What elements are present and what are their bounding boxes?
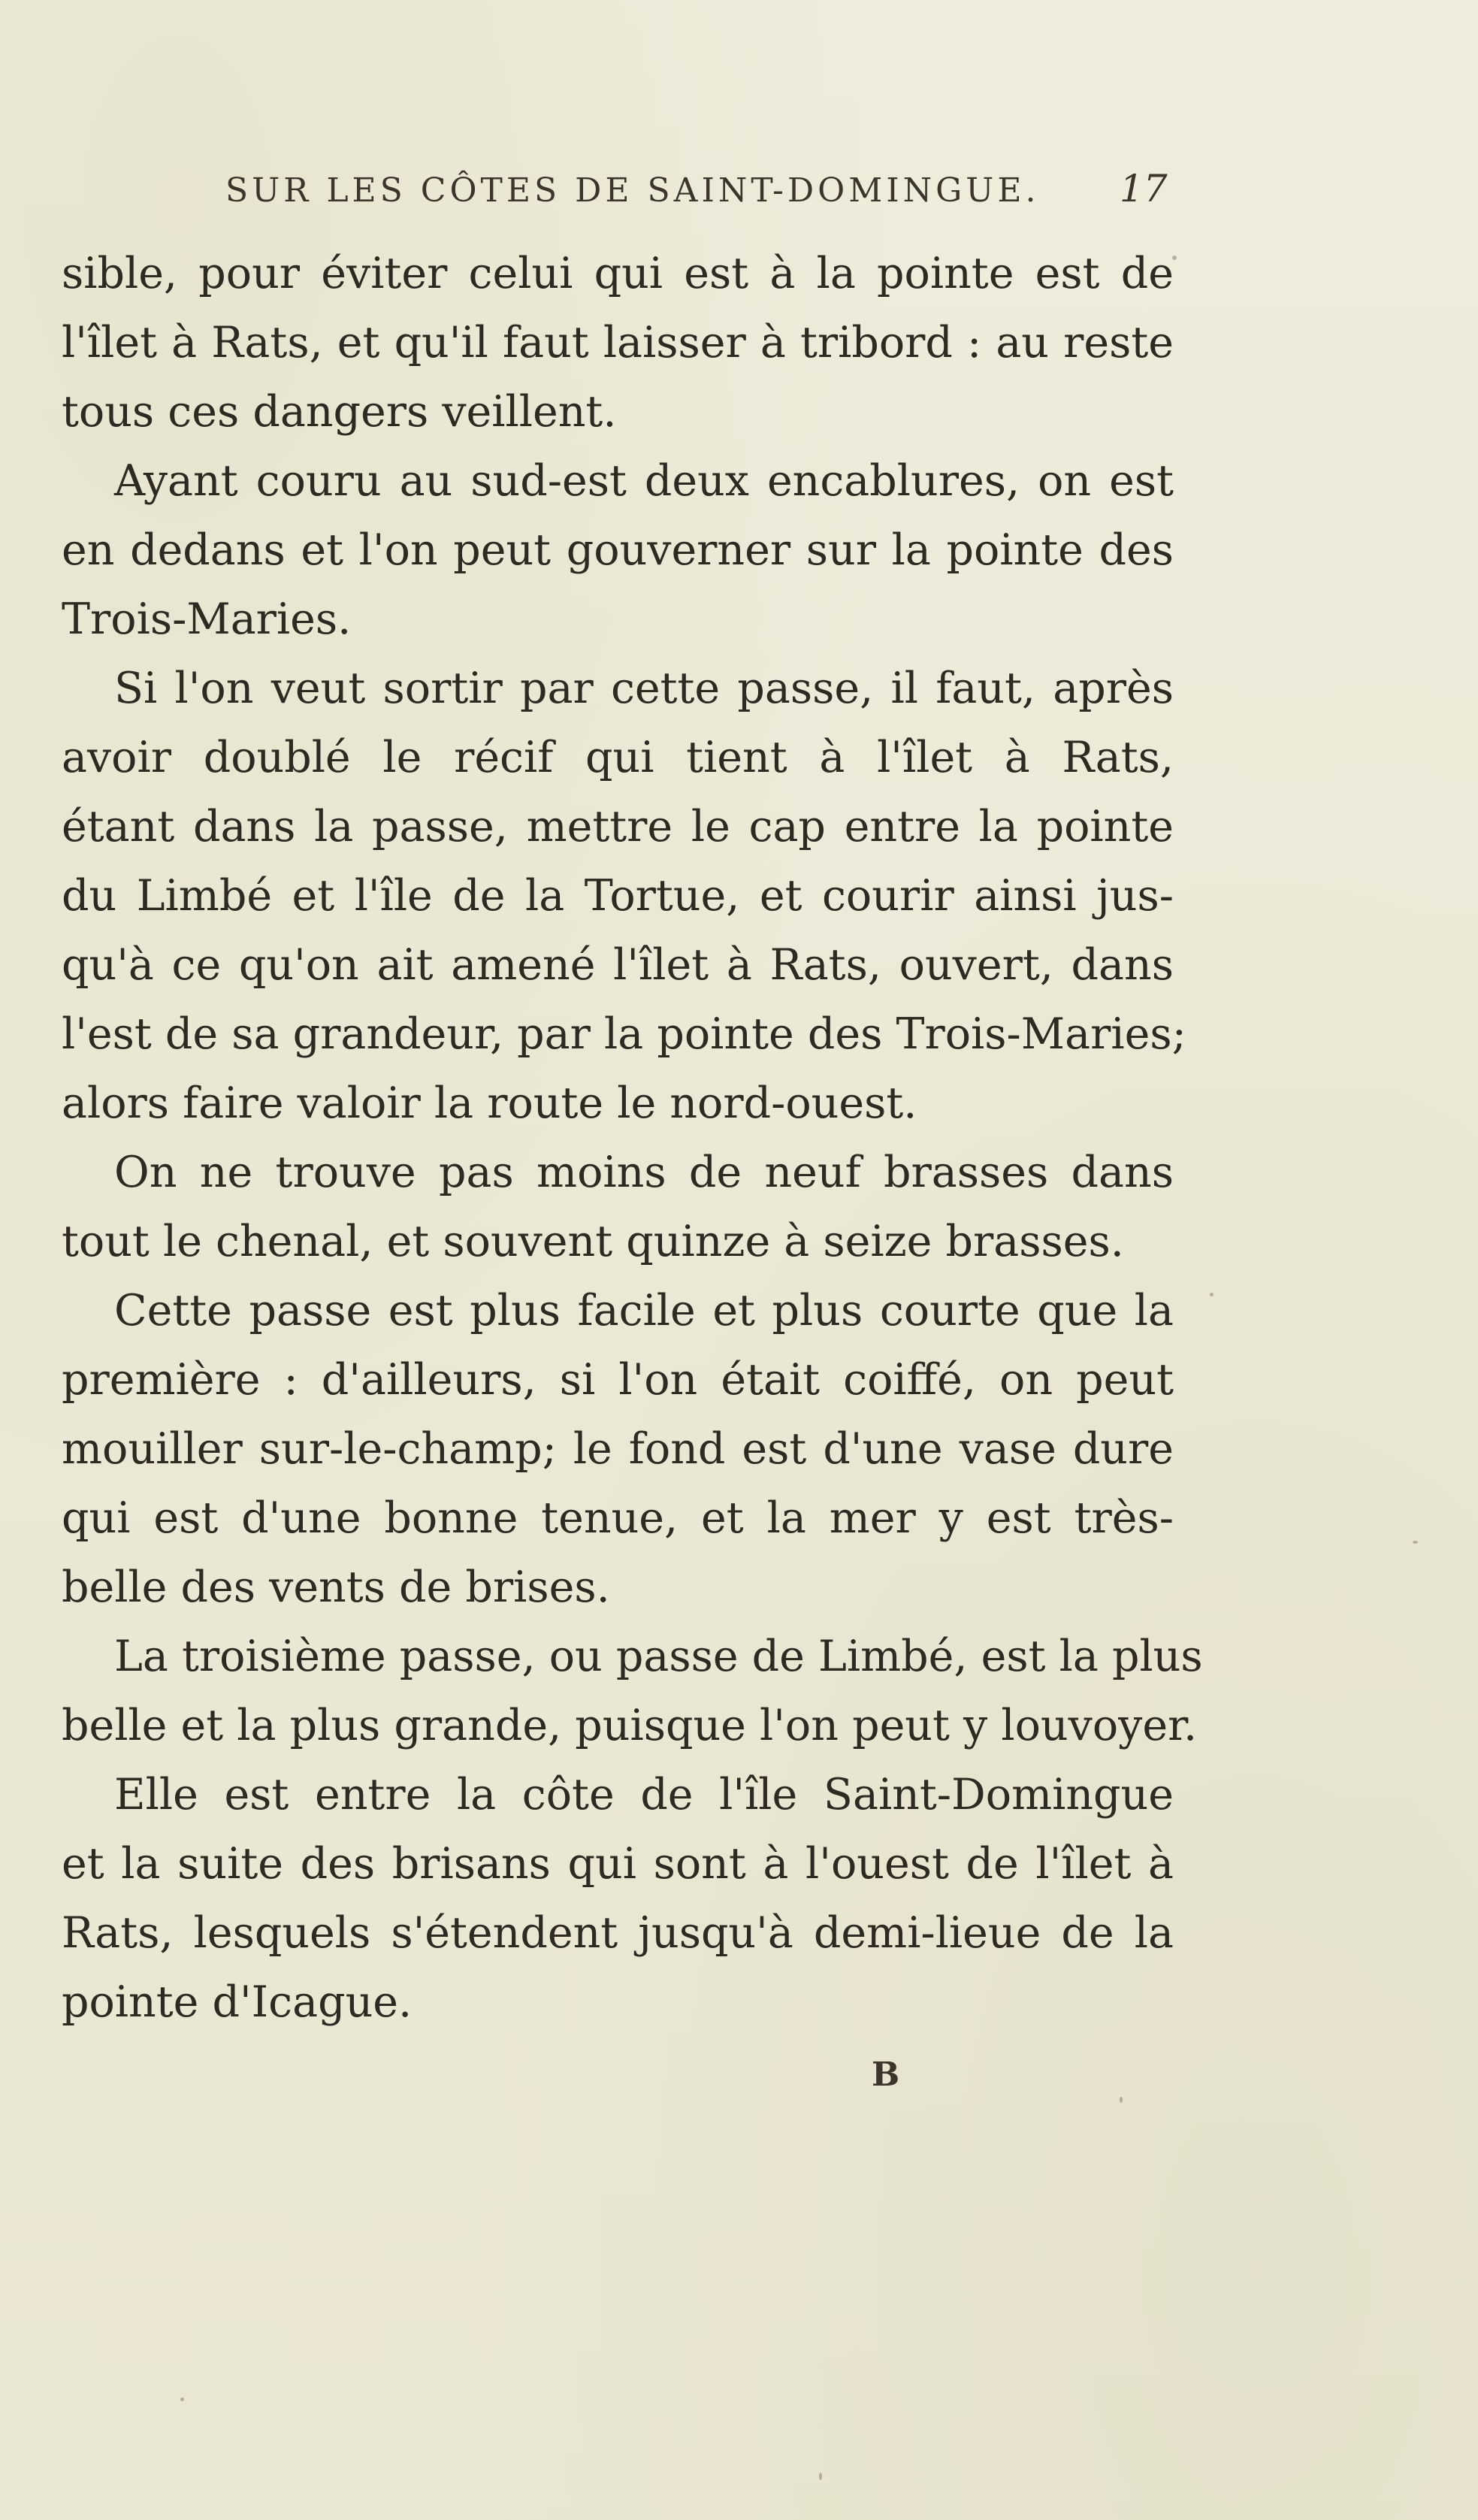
paper-speck <box>1413 1541 1418 1544</box>
text-line: tous ces dangers veillent. <box>62 387 617 437</box>
text-line: Trois-Maries. <box>62 594 352 644</box>
paragraph <box>62 1276 1174 1622</box>
text-line: belle et la plus grande, puisque l'on peut y louvoyer. <box>62 1701 1198 1750</box>
paper-speck <box>819 2473 822 2480</box>
text-line: sible, pour éviter celui qui est à la pointe est de <box>62 249 1174 298</box>
paper-speck <box>1210 1293 1214 1296</box>
signature-mark: B <box>872 2056 900 2094</box>
paper-speck <box>180 2397 184 2401</box>
text-line: Elle est entre la côte de l'île Saint-Domingue <box>114 1770 1174 1820</box>
paragraph <box>62 1622 1203 1760</box>
text-line: alors faire valoir la route le nord-ouest. <box>62 1078 917 1128</box>
paragraph <box>62 239 1174 446</box>
text-line: Si l'on veut sortir par cette passe, il faut, après <box>114 664 1174 713</box>
text-line: La troisième passe, ou passe de Limbé, est la plus <box>114 1632 1203 1681</box>
paragraph <box>62 1138 1174 1276</box>
text-line: première : d'ailleurs, si l'on était coiffé, on peut <box>62 1355 1174 1405</box>
text-line: en dedans et l'on peut gouverner sur la pointe des <box>62 525 1174 575</box>
text-line: l'îlet à Rats, et qu'il faut laisser à tribord : au reste <box>62 318 1174 368</box>
text-line: On ne trouve pas moins de neuf brasses dans <box>114 1148 1174 1197</box>
paragraph <box>62 654 1186 1138</box>
text-line: qu'à ce qu'on ait amené l'îlet à Rats, ouvert, dans <box>62 940 1174 990</box>
text-line: qui est d'une bonne tenue, et la mer y est très- <box>62 1493 1174 1543</box>
text-line: étant dans la passe, mettre le cap entre la pointe <box>62 802 1174 852</box>
text-line: belle des vents de brises. <box>62 1563 610 1612</box>
text-line: avoir doublé le récif qui tient à l'îlet à Rats, <box>62 733 1174 782</box>
text-line: pointe d'Icague. <box>62 1977 413 2027</box>
paragraph <box>62 446 1174 654</box>
paragraph <box>62 1760 1174 2037</box>
page-number: 17 <box>1120 167 1168 210</box>
text-line: et la suite des brisans qui sont à l'ouest de l'îlet à <box>62 1839 1174 1889</box>
running-head: SUR LES CÔTES DE SAINT-DOMINGUE. <box>225 171 1040 210</box>
text-line: du Limbé et l'île de la Tortue, et courir ainsi jus- <box>62 871 1174 921</box>
text-line: l'est de sa grandeur, par la pointe des Trois-Maries; <box>62 1009 1186 1059</box>
text-line: Ayant couru au sud-est deux encablures, on est <box>114 456 1174 506</box>
paper-speck <box>1120 2097 1123 2103</box>
text-line: tout le chenal, et souvent quinze à seize brasses. <box>62 1217 1124 1266</box>
body-text <box>62 239 1203 2037</box>
text-line: mouiller sur-le-champ; le fond est d'une vase dure <box>62 1424 1174 1474</box>
text-line: Rats, lesquels s'étendent jusqu'à demi-lieue de la <box>62 1908 1174 1958</box>
paper-speck <box>1172 256 1177 260</box>
text-line: Cette passe est plus facile et plus courte que la <box>114 1286 1174 1336</box>
